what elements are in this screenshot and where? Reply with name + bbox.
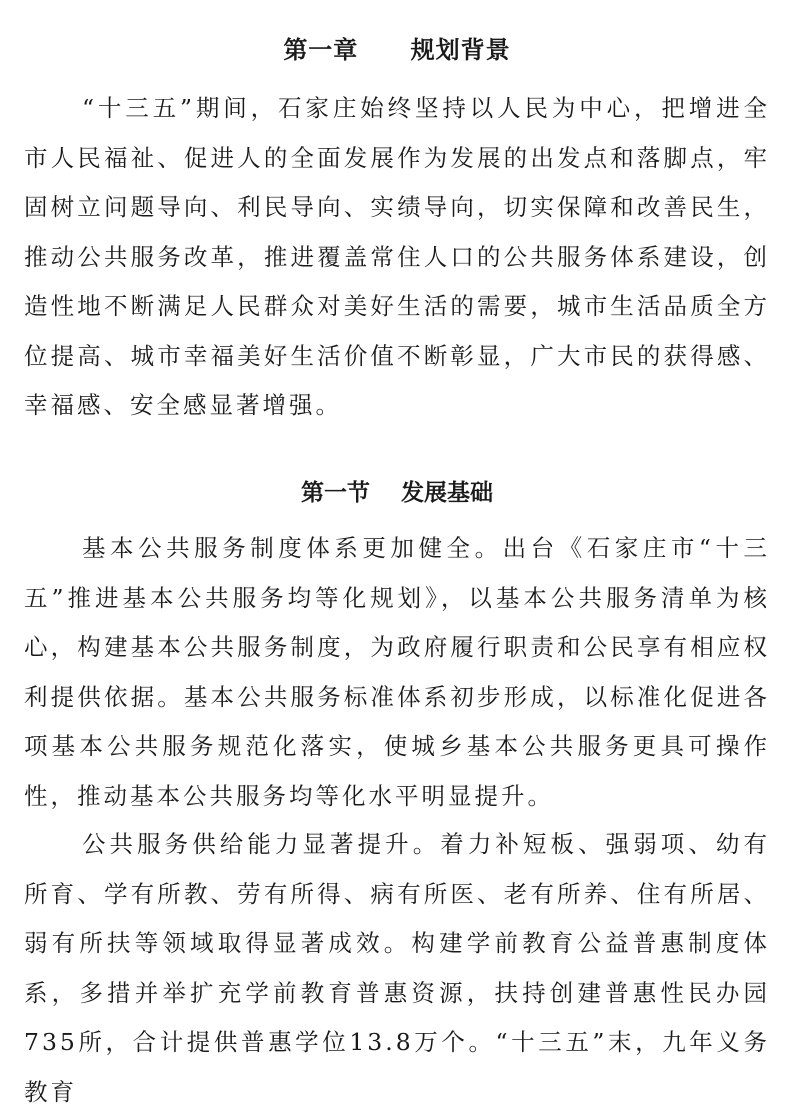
section-paragraph-1: 基本公共服务制度体系更加健全。出台《石家庄市“十三五”推进基本公共服务均等化规划》，以基本公共服务清单为核心，构建基本公共服务制度，为政府履行职责和公民享有相应权利提供依据。基本公共服务标准体系初步形成，以标准化促进各项基本公共服务规范化落实，使城乡基本公共服务更具可操作性，推动基本公共服务均等化水平明显提升。 <box>24 534 770 810</box>
chapter-title: 第一章 规划背景 <box>283 36 511 65</box>
intro-paragraph: “十三五”期间，石家庄始终坚持以人民为中心，把增进全市人民福祉、促进人的全面发展作为发展的出发点和落脚点，牢固树立问题导向、利民导向、实绩导向，切实保障和改善民生，推动公共服务改革，推进覆盖常住人口的公共服务体系建设，创造性地不断满足人民群众对美好生活的需要，城市生活品质全方位提高、城市幸福美好生活价值不断彰显，广大市民的获得感、幸福感、安全感显著增强。 <box>24 94 770 419</box>
section-title: 第一节 发展基础 <box>300 479 493 507</box>
section-paragraph-2: 公共服务供给能力显著提升。着力补短板、强弱项、幼有所育、学有所教、劳有所得、病有所医、老有所养、住有所居、弱有所扶等领域取得显著成效。构建学前教育公益普惠制度体系，多措并举扩充学前教育普惠资源，扶持创建普惠性民办园735所，合计提供普惠学位13.8万个。“十三五”末，九年义务教育 <box>24 830 770 1106</box>
